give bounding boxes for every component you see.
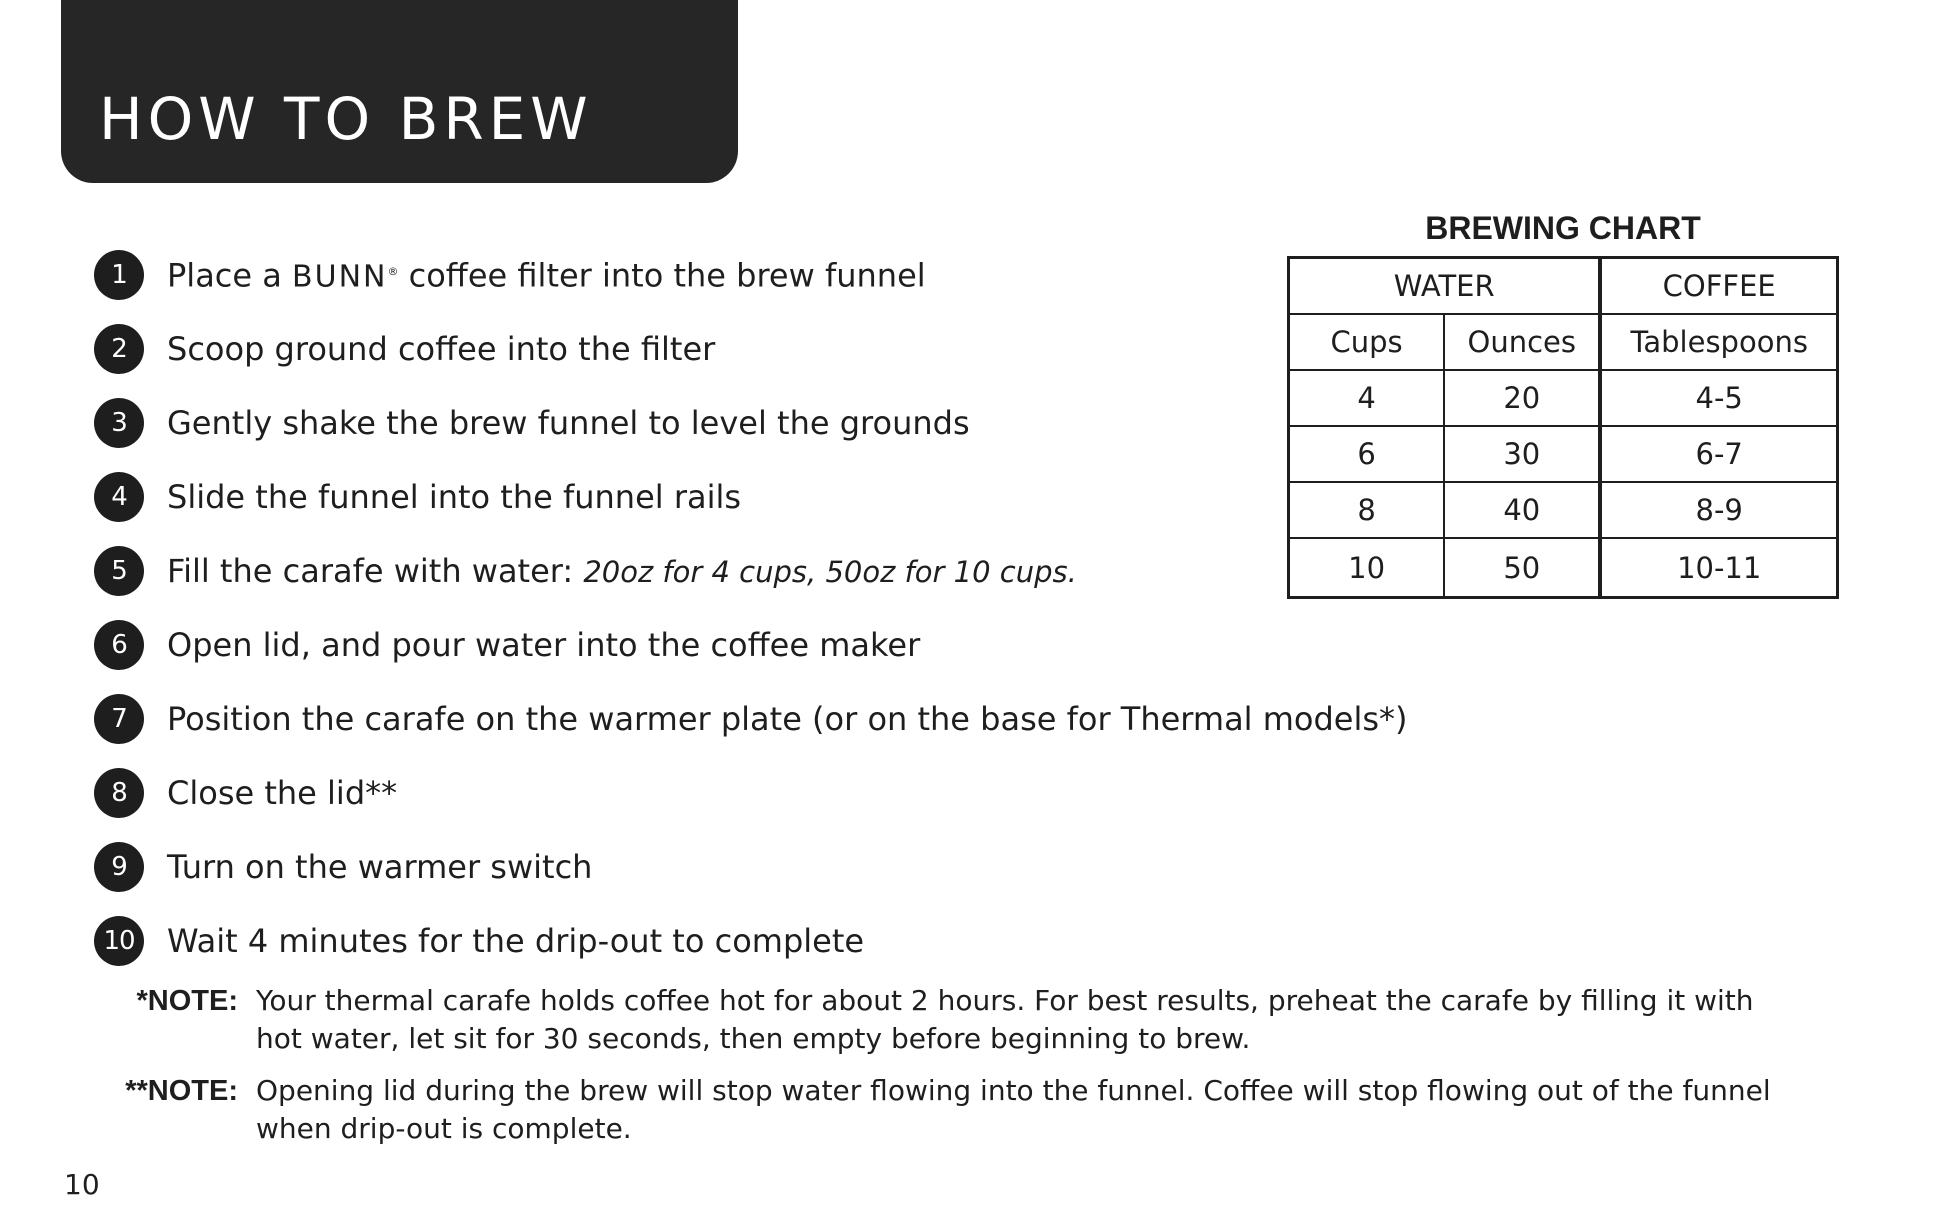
step-1 bbox=[94, 238, 1408, 312]
step-text: Gently shake the brew funnel to level the grounds bbox=[167, 404, 970, 442]
step-text-italic: 20oz for 4 cups, 50oz for 10 cups. bbox=[583, 554, 1077, 589]
step-number-badge: 9 bbox=[94, 842, 144, 892]
group-header-water: WATER bbox=[1289, 258, 1601, 315]
step-5 bbox=[94, 534, 1408, 608]
step-text-after: coffee filter into the brew funnel bbox=[408, 256, 926, 295]
step-text bbox=[167, 252, 926, 298]
page-number: 10 bbox=[64, 1168, 100, 1201]
table-cell: 8 bbox=[1289, 482, 1445, 538]
step-number-badge: 7 bbox=[94, 694, 144, 744]
step-text: Turn on the warmer switch bbox=[167, 848, 593, 886]
column-header-tablespoons: Tablespoons bbox=[1600, 314, 1837, 370]
step-text: Slide the funnel into the funnel rails bbox=[167, 478, 742, 516]
table-group-header-row bbox=[1289, 258, 1838, 315]
step-number-badge: 8 bbox=[94, 768, 144, 818]
step-number-badge: 5 bbox=[94, 546, 144, 596]
table-row bbox=[1289, 426, 1838, 482]
column-header-cups: Cups bbox=[1289, 314, 1445, 370]
table-cell: 4-5 bbox=[1600, 370, 1837, 426]
step-10 bbox=[94, 904, 1408, 978]
step-number-badge: 2 bbox=[94, 324, 144, 374]
column-header-ounces: Ounces bbox=[1444, 314, 1600, 370]
table-cell: 50 bbox=[1444, 538, 1600, 598]
table-row bbox=[1289, 370, 1838, 426]
step-8 bbox=[94, 756, 1408, 830]
step-9 bbox=[94, 830, 1408, 904]
step-number-badge: 10 bbox=[94, 916, 144, 966]
brewing-chart-title: BREWING CHART bbox=[1425, 210, 1701, 246]
page-title: HOW TO BREW bbox=[99, 85, 593, 153]
bunn-logo: BUNN bbox=[292, 259, 388, 295]
title-banner bbox=[61, 0, 738, 183]
table-cell: 4 bbox=[1289, 370, 1445, 426]
table-cell: 6-7 bbox=[1600, 426, 1837, 482]
table-row bbox=[1289, 538, 1838, 598]
registered-mark: ® bbox=[387, 265, 399, 279]
step-3 bbox=[94, 386, 1408, 460]
note-text: Opening lid during the brew will stop water flowing into the funnel. Coffee will stop flowing out of the funnel when drip-out is complete. bbox=[256, 1074, 1771, 1145]
brewing-chart bbox=[1287, 206, 1839, 599]
step-7 bbox=[94, 682, 1408, 756]
table-cell: 8-9 bbox=[1600, 482, 1837, 538]
step-text-main: Fill the carafe with water: bbox=[167, 551, 574, 590]
table-cell: 40 bbox=[1444, 482, 1600, 538]
step-text: Position the carafe on the warmer plate (or on the base for Thermal models*) bbox=[167, 700, 1408, 738]
step-number-badge: 3 bbox=[94, 398, 144, 448]
step-4 bbox=[94, 460, 1408, 534]
step-6 bbox=[94, 608, 1408, 682]
table-cell: 10 bbox=[1289, 538, 1445, 598]
step-number-badge: 4 bbox=[94, 472, 144, 522]
group-header-coffee: COFFEE bbox=[1600, 258, 1837, 315]
note-lid bbox=[70, 1072, 1800, 1148]
table-cell: 30 bbox=[1444, 426, 1600, 482]
note-label: **NOTE: bbox=[125, 1075, 238, 1107]
table-cell: 20 bbox=[1444, 370, 1600, 426]
step-text bbox=[167, 551, 1077, 592]
note-label: *NOTE: bbox=[136, 985, 238, 1017]
note-thermal bbox=[70, 982, 1800, 1058]
step-text: Wait 4 minutes for the drip-out to complete bbox=[167, 922, 865, 960]
table-row bbox=[1289, 482, 1838, 538]
step-text-before: Place a bbox=[167, 256, 282, 295]
step-number-badge: 6 bbox=[94, 620, 144, 670]
step-2 bbox=[94, 312, 1408, 386]
notes-section bbox=[70, 982, 1800, 1162]
step-text: Close the lid** bbox=[167, 774, 398, 812]
table-cell: 6 bbox=[1289, 426, 1445, 482]
table-cell: 10-11 bbox=[1600, 538, 1837, 598]
brewing-chart-table bbox=[1287, 256, 1839, 599]
table-column-header-row bbox=[1289, 314, 1838, 370]
step-number-badge: 1 bbox=[94, 250, 144, 300]
note-text: Your thermal carafe holds coffee hot for about 2 hours. For best results, preheat the carafe by filling it with hot water, let sit for 30 seconds, then empty before beginning to brew. bbox=[256, 984, 1754, 1055]
steps-list bbox=[94, 238, 1408, 978]
step-text: Open lid, and pour water into the coffee maker bbox=[167, 626, 921, 664]
step-text: Scoop ground coffee into the filter bbox=[167, 330, 716, 368]
